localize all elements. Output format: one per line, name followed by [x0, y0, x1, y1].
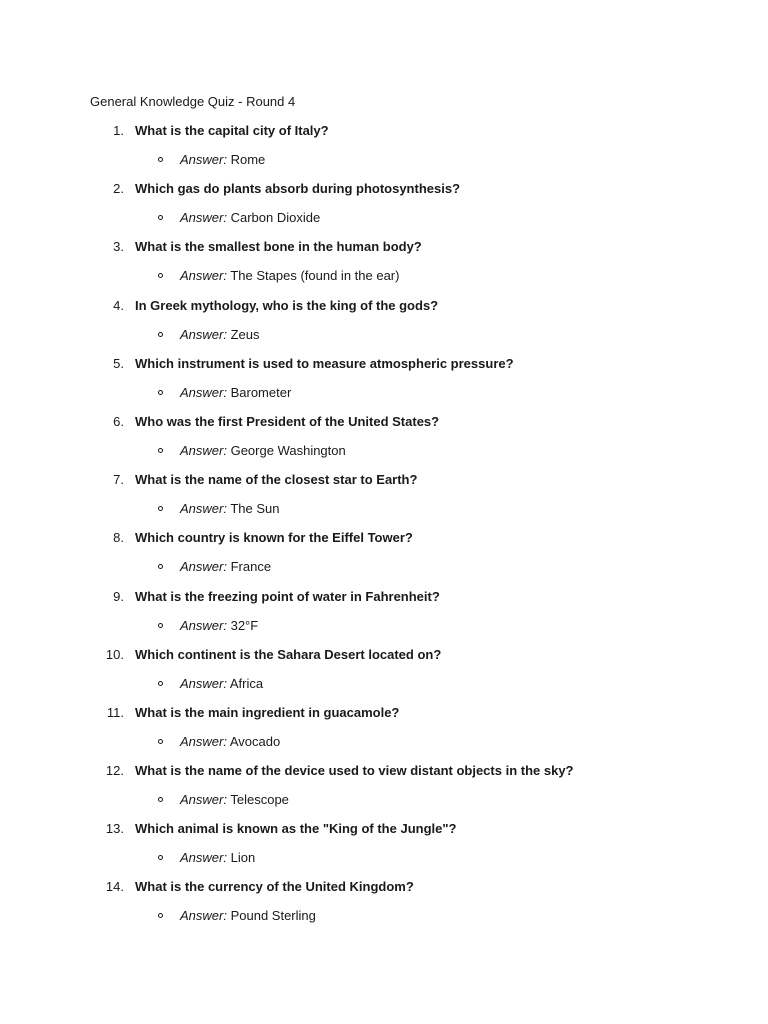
answer-line	[180, 209, 320, 227]
question-number: 10.	[105, 646, 124, 662]
answer-label: Answer:	[180, 384, 227, 400]
hollow-bullet-icon	[158, 332, 163, 337]
answer-line	[180, 558, 271, 576]
answer-label: Answer:	[180, 210, 227, 226]
answer-row	[0, 500, 768, 518]
answer-row	[0, 384, 768, 402]
quiz-item	[0, 238, 768, 296]
answer-label: Answer:	[180, 268, 227, 284]
answer-text: Zeus	[230, 326, 260, 342]
answer-text: Telescope	[230, 792, 289, 808]
hollow-bullet-icon	[158, 913, 163, 918]
answer-text: Carbon Dioxide	[230, 210, 321, 226]
question-number: 12.	[105, 763, 124, 779]
answer-label: Answer:	[180, 733, 227, 749]
answer-text: The Stapes (found in the ear)	[230, 268, 400, 284]
quiz-item	[0, 529, 768, 587]
answer-text: Rome	[230, 152, 266, 167]
answer-row	[0, 326, 768, 344]
answer-row	[0, 558, 768, 576]
answer-label: Answer:	[180, 326, 227, 342]
answer-row	[0, 209, 768, 227]
hollow-bullet-icon	[158, 448, 163, 453]
quiz-item	[0, 878, 768, 936]
answer-row	[0, 907, 768, 925]
question-row	[0, 413, 768, 431]
quiz-item	[0, 471, 768, 529]
question-text: Which instrument is used to measure atmospheric pressure?	[135, 355, 514, 371]
question-text: What is the freezing point of water in Fahrenheit?	[135, 588, 440, 604]
quiz-item	[0, 646, 768, 704]
answer-line	[180, 267, 399, 285]
answer-label: Answer:	[180, 501, 227, 517]
question-number: 8.	[113, 530, 124, 546]
answer-line	[180, 907, 316, 925]
quiz-item	[0, 820, 768, 878]
question-number: 14.	[105, 879, 124, 895]
question-row	[0, 122, 768, 140]
hollow-bullet-icon	[158, 739, 163, 744]
quiz-item	[0, 762, 768, 820]
answer-line	[180, 500, 280, 518]
hollow-bullet-icon	[158, 681, 163, 686]
answer-row	[0, 442, 768, 460]
question-number: 6.	[113, 413, 124, 429]
answer-line	[180, 617, 258, 635]
hollow-bullet-icon	[158, 157, 163, 162]
question-text: What is the name of the device used to view distant objects in the sky?	[135, 763, 574, 779]
question-text: What is the name of the closest star to Earth?	[135, 472, 418, 488]
quiz-list	[0, 122, 768, 937]
hollow-bullet-icon	[158, 390, 163, 395]
answer-text: Pound Sterling	[230, 908, 316, 924]
answer-label: Answer:	[180, 617, 227, 633]
question-row	[0, 180, 768, 198]
answer-label: Answer:	[180, 559, 227, 575]
answer-text: Lion	[230, 850, 256, 866]
answer-label: Answer:	[180, 152, 227, 167]
question-number: 2.	[113, 181, 124, 197]
question-text: Which animal is known as the "King of the Jungle"?	[135, 821, 457, 837]
answer-line	[180, 442, 346, 460]
question-number: 7.	[113, 472, 124, 488]
hollow-bullet-icon	[158, 506, 163, 511]
quiz-item	[0, 704, 768, 762]
answer-row	[0, 617, 768, 635]
question-text: What is the currency of the United Kingdom?	[135, 879, 414, 895]
hollow-bullet-icon	[158, 273, 163, 278]
answer-line	[180, 675, 263, 693]
question-row	[0, 704, 768, 722]
question-row	[0, 529, 768, 547]
answer-row	[0, 791, 768, 809]
answer-row	[0, 733, 768, 751]
answer-row	[0, 151, 768, 169]
hollow-bullet-icon	[158, 855, 163, 860]
quiz-item	[0, 355, 768, 413]
quiz-item	[0, 413, 768, 471]
question-row	[0, 762, 768, 780]
question-row	[0, 646, 768, 664]
answer-line	[180, 384, 291, 402]
question-row	[0, 355, 768, 373]
question-row	[0, 588, 768, 606]
hollow-bullet-icon	[158, 797, 163, 802]
answer-label: Answer:	[180, 442, 227, 458]
question-row	[0, 878, 768, 896]
answer-text: George Washington	[230, 442, 346, 458]
question-row	[0, 297, 768, 315]
question-text: What is the capital city of Italy?	[135, 123, 329, 138]
answer-label: Answer:	[180, 850, 227, 866]
answer-text: Avocado	[229, 733, 281, 749]
quiz-item	[0, 180, 768, 238]
quiz-item	[0, 122, 768, 180]
question-text: What is the smallest bone in the human body?	[135, 239, 422, 255]
document-title: General Knowledge Quiz - Round 4	[90, 94, 296, 109]
question-row	[0, 820, 768, 838]
answer-row	[0, 849, 768, 867]
answer-line	[180, 733, 280, 751]
hollow-bullet-icon	[158, 564, 163, 569]
hollow-bullet-icon	[158, 215, 163, 220]
answer-text: Barometer	[230, 384, 292, 400]
question-text: In Greek mythology, who is the king of the gods?	[135, 297, 439, 313]
quiz-item	[0, 297, 768, 355]
answer-text: France	[230, 559, 272, 575]
question-row	[0, 238, 768, 256]
answer-line	[180, 791, 289, 809]
question-number: 4.	[113, 297, 124, 313]
answer-line	[180, 326, 260, 344]
answer-label: Answer:	[180, 675, 227, 691]
question-text: Which country is known for the Eiffel Tower?	[135, 530, 413, 546]
question-number: 13.	[105, 821, 124, 837]
answer-text: Africa	[229, 675, 264, 691]
answer-text: The Sun	[230, 501, 280, 517]
answer-text: 32°F	[230, 617, 259, 633]
question-number: 1.	[113, 123, 124, 138]
question-text: Which continent is the Sahara Desert located on?	[135, 646, 442, 662]
question-text: Which gas do plants absorb during photosynthesis?	[135, 181, 461, 197]
answer-label: Answer:	[180, 792, 227, 808]
question-row	[0, 471, 768, 489]
question-number: 9.	[113, 588, 124, 604]
question-number: 5.	[113, 355, 124, 371]
question-number: 3.	[113, 239, 124, 255]
answer-row	[0, 267, 768, 285]
answer-row	[0, 675, 768, 693]
question-text: What is the main ingredient in guacamole?	[135, 704, 400, 720]
quiz-item	[0, 588, 768, 646]
hollow-bullet-icon	[158, 623, 163, 628]
answer-line	[180, 849, 255, 867]
question-number: 11.	[106, 704, 124, 720]
answer-label: Answer:	[180, 908, 227, 924]
question-text: Who was the first President of the United States?	[135, 413, 440, 429]
answer-line	[180, 151, 265, 169]
